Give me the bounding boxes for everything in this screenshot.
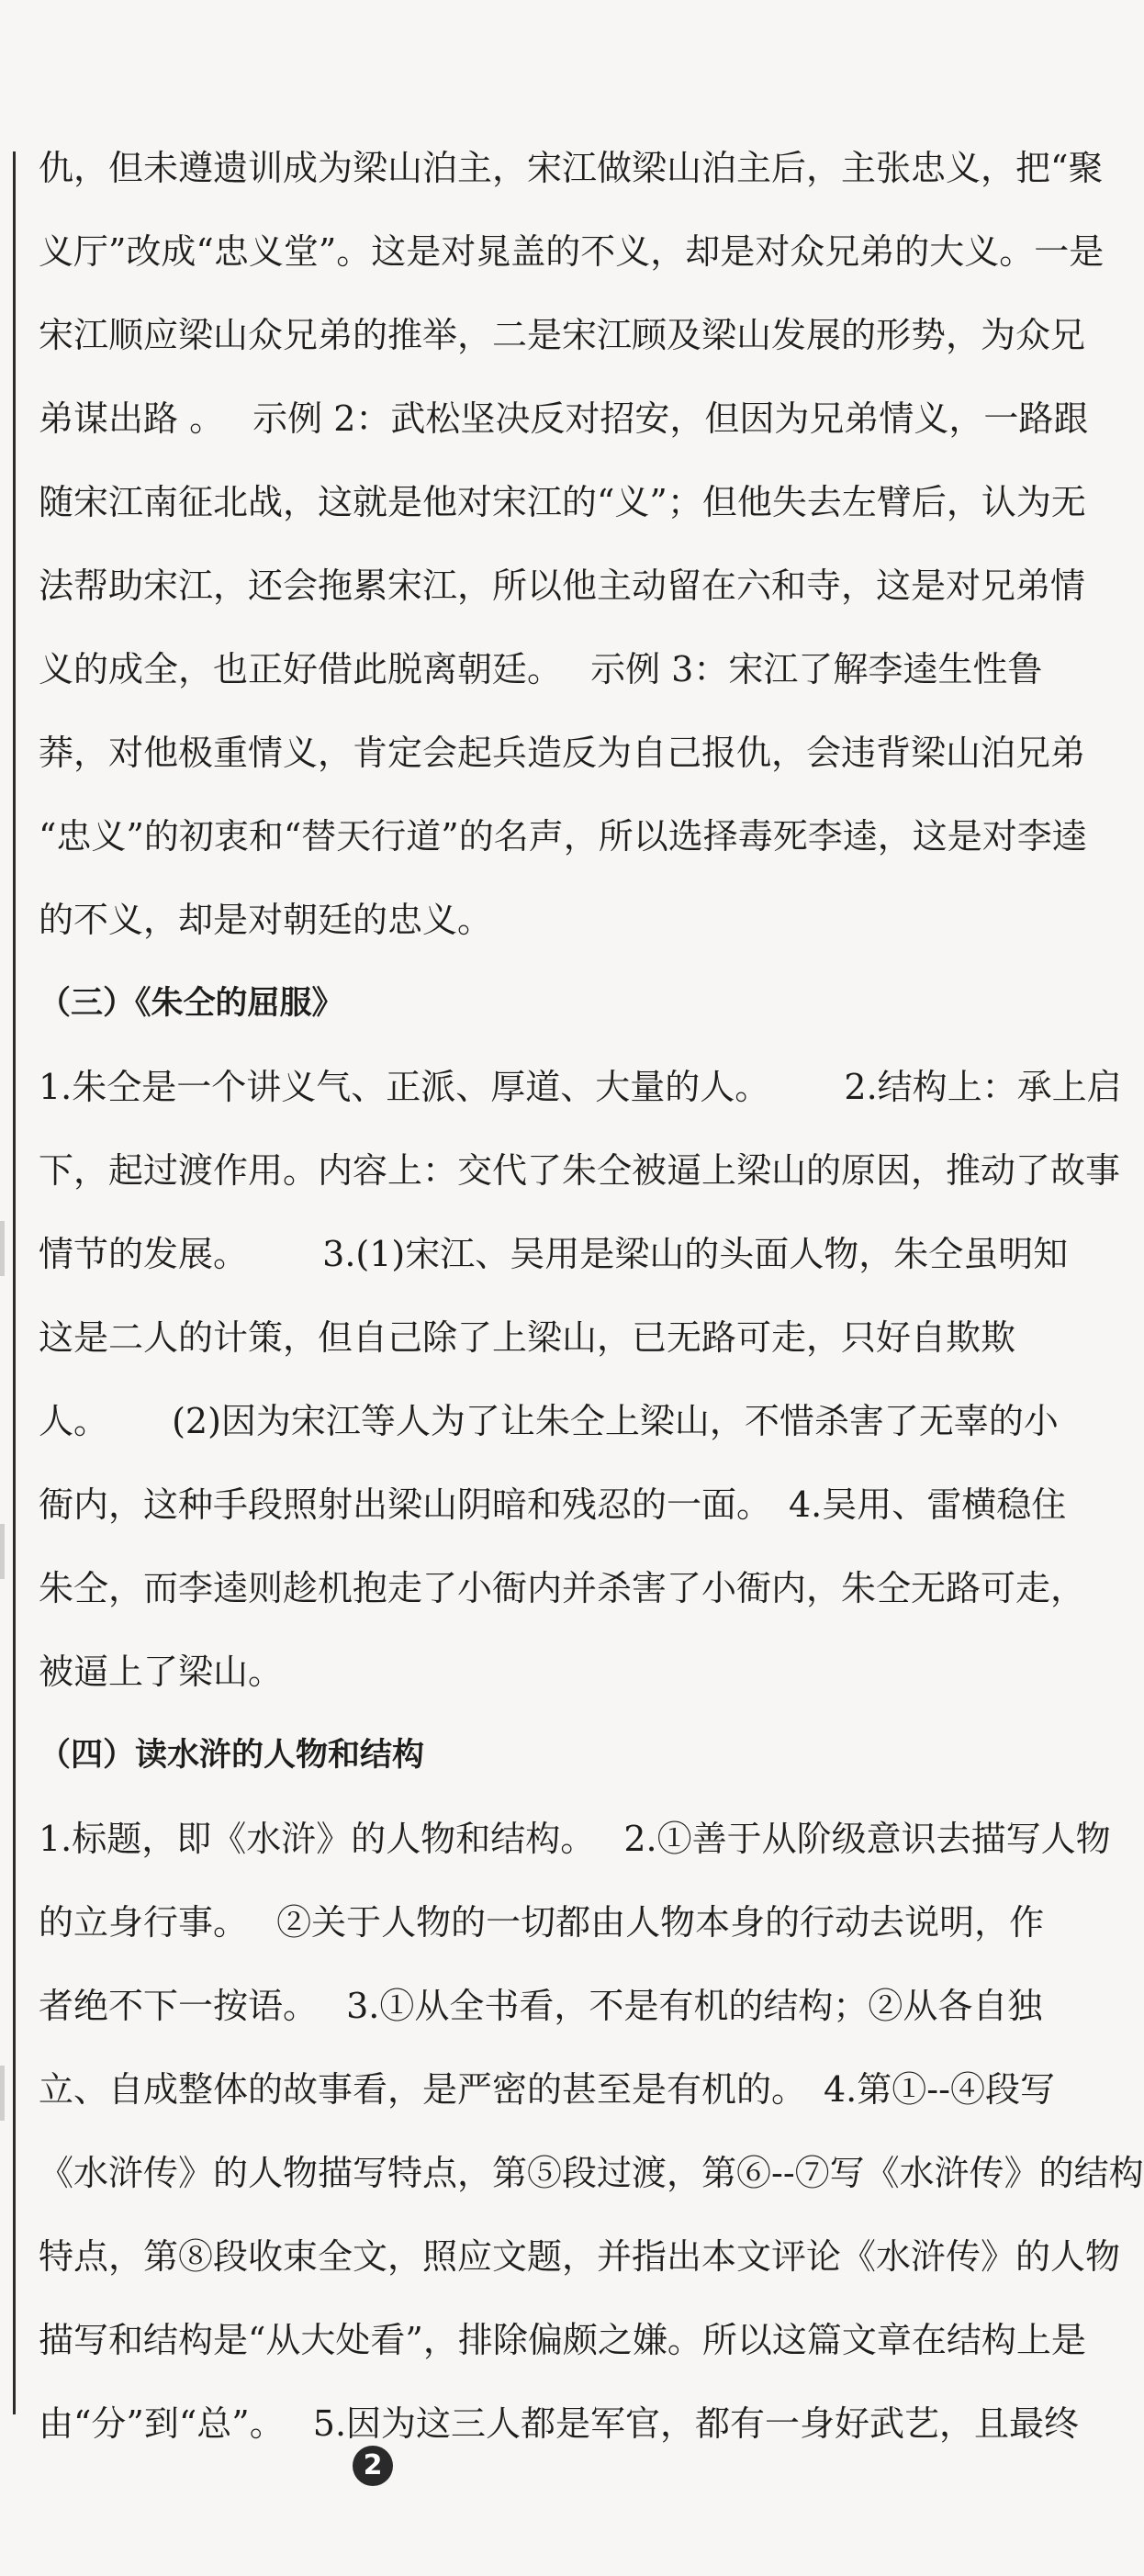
text-line: 被逼上了梁山。	[39, 1652, 284, 1692]
text-line: 义的成全，也正好借此脱离朝廷。 示例 3：宋江了解李逵生性鲁	[39, 649, 1043, 689]
page-number: 2	[353, 2446, 393, 2486]
text-line: 朱仝，而李逵则趁机抱走了小衙内并杀害了小衙内，朱仝无路可走，	[39, 1568, 1086, 1608]
text-line: 下，起过渡作用。内容上：交代了朱仝被逼上梁山的原因，推动了故事	[39, 1150, 1121, 1191]
section-heading: （四）读水浒的人物和结构	[39, 1737, 425, 1774]
text-line: 弟谋出路 。 示例 2：武松坚决反对招安，但因为兄弟情义，一路跟	[39, 398, 1089, 439]
text-line: 衙内，这种手段照射出梁山阴暗和残忍的一面。 4.吴用、雷横稳住	[39, 1484, 1067, 1525]
text-line: 情节的发展。 3.(1)宋江、吴用是梁山的头面人物，朱仝虽明知	[39, 1234, 1069, 1274]
binding-edge-mark	[0, 2066, 5, 2121]
text-line: 者绝不下一按语。 3.①从全书看，不是有机的结构；②从各自独	[39, 1986, 1043, 2026]
text-line: 1.朱仝是一个讲义气、正派、厚道、大量的人。 2.结构上：承上启	[39, 1067, 1122, 1107]
text-line: 的不义，却是对朝廷的忠义。	[39, 900, 493, 940]
text-line: 义厅”改成“忠义堂”。这是对晁盖的不义，却是对众兄弟的大义。一是	[39, 231, 1105, 272]
text-line: 1.标题，即《水浒》的人物和结构。 2.①善于从阶级意识去描写人物	[39, 1819, 1111, 1859]
binding-edge-mark	[0, 1524, 5, 1579]
text-line: 法帮助宋江，还会拖累宋江，所以他主动留在六和寺，这是对兄弟情	[39, 566, 1086, 606]
text-line: 的立身行事。 ②关于人物的一切都由人物本身的行动去说明，作	[39, 1902, 1045, 1943]
text-line: 人。 (2)因为宋江等人为了让朱仝上梁山，不惜杀害了无辜的小	[39, 1401, 1059, 1441]
section-heading: （三）《朱仝的屈服》	[39, 985, 344, 1022]
text-line: 宋江顺应梁山众兄弟的推举，二是宋江顾及梁山发展的形势，为众兄	[39, 315, 1086, 355]
left-margin-rule	[13, 151, 16, 2414]
text-line: 立、自成整体的故事看，是严密的甚至是有机的。 4.第①--④段写	[39, 2069, 1055, 2110]
answer-text-body	[39, 127, 1144, 2466]
text-line: 《水浒传》的人物描写特点，第⑤段过渡，第⑥--⑦写《水浒传》的结构	[39, 2153, 1144, 2193]
text-line: 由“分”到“总”。 5.因为这三人都是军官，都有一身好武艺，且最终	[39, 2403, 1080, 2444]
text-line: 特点，第⑧段收束全文，照应文题，并指出本文评论《水浒传》的人物	[39, 2236, 1121, 2277]
text-line: 仇，但未遵遗训成为梁山泊主，宋江做梁山泊主后，主张忠义，把“聚	[39, 148, 1104, 188]
binding-edge-mark	[0, 1221, 5, 1276]
text-line: 这是二人的计策，但自己除了上梁山，已无路可走，只好自欺欺	[39, 1317, 1016, 1358]
text-line: 莽，对他极重情义，肯定会起兵造反为自己报仇，会违背梁山泊兄弟	[39, 733, 1086, 773]
text-line: 随宋江南征北战，这就是他对宋江的“义”；但他失去左臂后，认为无	[39, 482, 1086, 522]
text-line: 描写和结构是“从大处看”，排除偏颇之嫌。所以这篇文章在结构上是	[39, 2320, 1086, 2360]
text-line: “忠义”的初衷和“替天行道”的名声，所以选择毒死李逵，这是对李逵	[39, 816, 1087, 857]
